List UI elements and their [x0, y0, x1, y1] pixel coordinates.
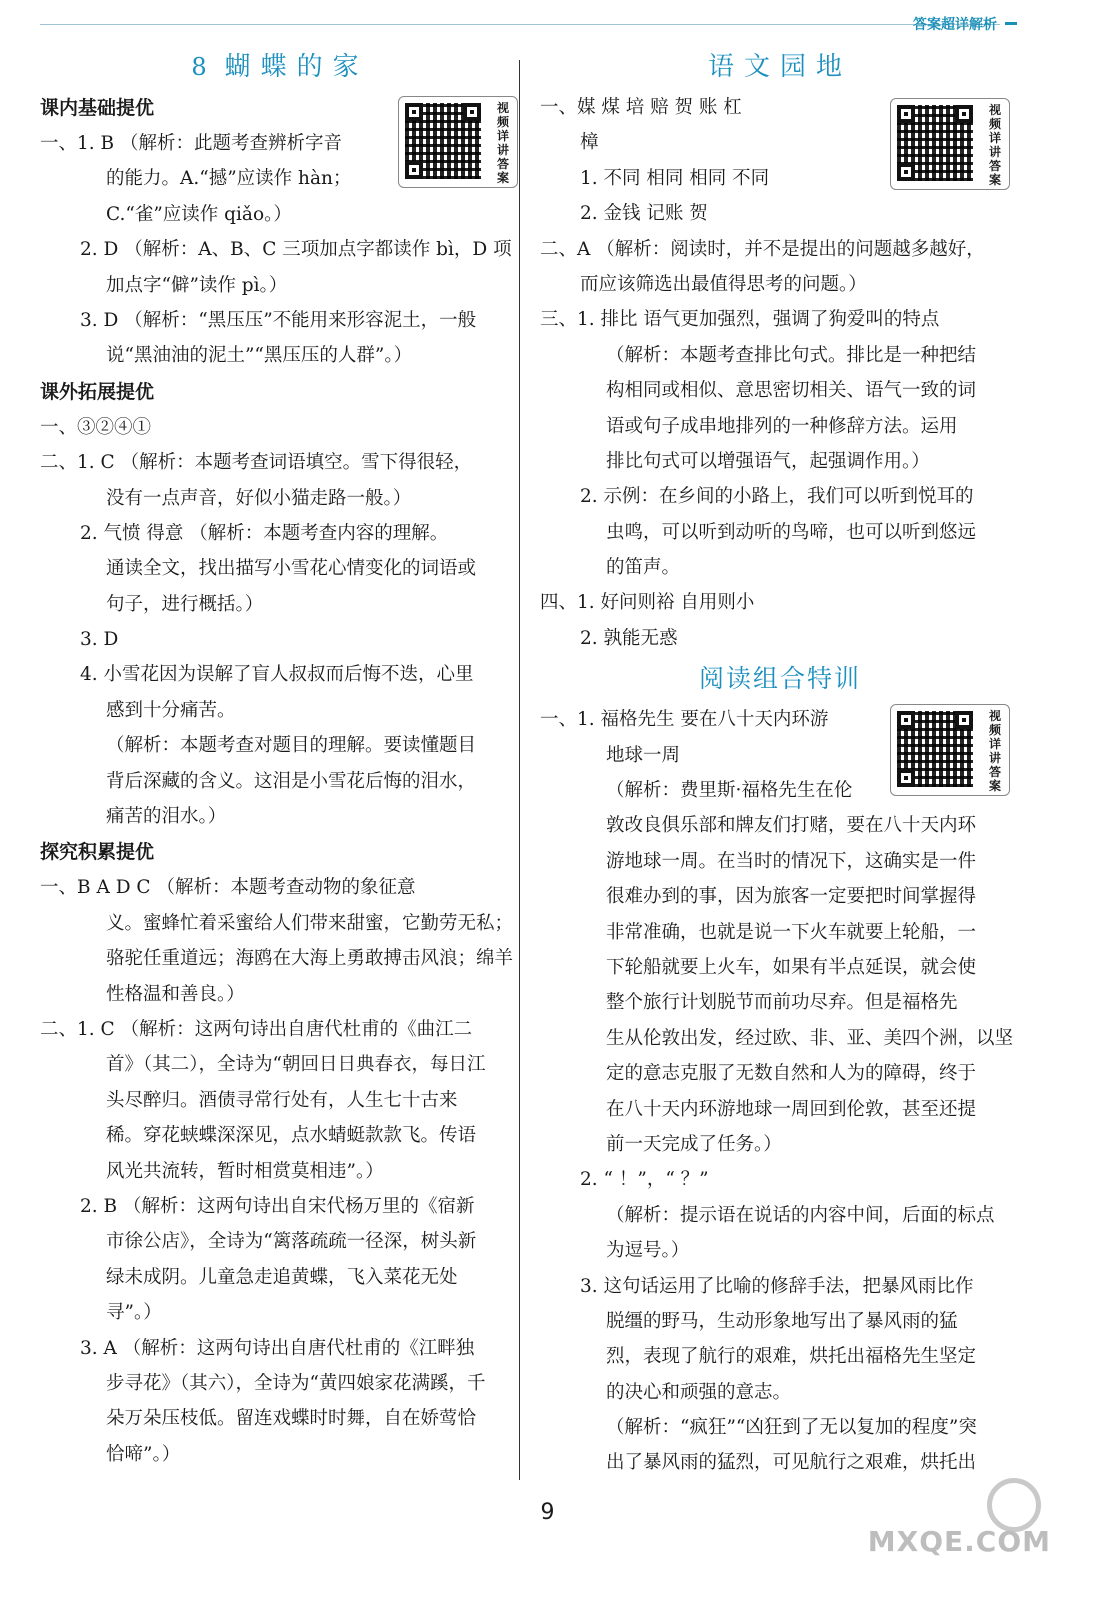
lesson-title-text: 蝴蝶的家: [224, 52, 369, 82]
answer-line: 2. B （解析：这两句诗出自宋代杨万里的《宿新: [80, 1195, 475, 1217]
lesson-title: [40, 44, 520, 90]
answer-line: 二、A （解析：阅读时，并不是提出的问题越多越好，: [540, 238, 985, 260]
qr-finder: [897, 105, 915, 123]
answer-line: 2. 孰能无惑: [580, 627, 678, 649]
answer-line: 2. 气愤 得意 （解析：本题考查内容的理解。: [80, 522, 449, 544]
section-heading: 探究积累提优: [40, 841, 155, 864]
answer-line: 地球一周: [606, 744, 681, 766]
answer-line: 而应该筛选出最值得思考的问题。）: [580, 273, 867, 295]
answer-line: 2. “ ！”，“ ？”: [580, 1169, 709, 1191]
answer-line: 排比句式可以增强语气，起强调作用。）: [606, 450, 930, 472]
answer-line: 二、1. C （解析：本题考查词语填空。雪下得很轻，: [40, 452, 473, 474]
section-heading: 课内基础提优: [40, 97, 155, 119]
answer-line: 3. D: [80, 629, 119, 651]
section-heading: 课外拓展提优: [40, 380, 155, 403]
answer-line: 在八十天内环游地球一周回到伦敦，甚至还提: [606, 1098, 977, 1120]
qr-finder: [405, 161, 423, 179]
answer-line: 3. A （解析：这两句诗出自唐代杜甫的《江畔独: [80, 1337, 475, 1359]
answer-line: 生从伦敦出发，经过欧、非、亚、美四个洲，以坚: [606, 1027, 1014, 1049]
answer-line: 说“黑油油的泥土”“黑压压的人群”。）: [106, 345, 413, 367]
answer-line: 一、媒 煤 培 赔 贺 账 杠: [540, 97, 742, 118]
answer-line: 市徐公店》，全诗为“篱落疏疏一径深，树头新: [106, 1231, 477, 1253]
answer-line: （解析：本题考查排比句式。排比是一种把结: [606, 344, 977, 366]
left-column: [40, 44, 520, 1472]
qr-finder: [955, 711, 973, 729]
answer-line: 烈，表现了航行的艰难，烘托出福格先生坚定: [606, 1346, 977, 1368]
answer-line: 的笛声。: [606, 557, 681, 579]
answer-line: 敦改良俱乐部和牌友们打赌，要在八十天内环: [606, 815, 977, 837]
answer-line: 构相同或相似、意思密切相关、语气一致的词: [606, 380, 977, 402]
answer-line: 四、1. 好问则裕 自用则小: [540, 592, 755, 614]
answer-line: 3. D （解析：“黑压压”不能用来形容泥土，一般: [80, 309, 477, 331]
answer-line: 通读全文，找出描写小雪花心情变化的词语或: [106, 558, 477, 580]
header-tag: 答案超详解析: [913, 17, 997, 33]
watermark-text: MXQE.COM: [867, 1525, 1051, 1558]
answer-line: 前一天完成了任务。）: [606, 1133, 782, 1155]
qr-code[interactable]: [398, 96, 518, 188]
answer-line: 虫鸣，可以听到动听的鸟啼，也可以听到悠远: [606, 521, 977, 543]
answer-line: 没有一点声音，好似小猫走路一般。）: [106, 487, 412, 509]
answer-line: 2. 示例：在乡间的小路上，我们可以听到悦耳的: [580, 486, 974, 508]
answer-line: 1. 不同 相同 相同 不同: [580, 167, 770, 189]
answer-line: 3. 这句话运用了比喻的修辞手法，把暴风雨比作: [580, 1275, 974, 1297]
qr-code[interactable]: [890, 704, 1010, 796]
answer-line: 下轮船就要上火车，如果有半点延误，就会使: [606, 956, 977, 978]
answer-line: 步寻花》（其六），全诗为“黄四娘家花满蹊，千: [106, 1372, 486, 1394]
answer-line: 非常准确，也就是说一下火车就要上轮船，一: [606, 921, 977, 943]
answer-line: 为逗号。）: [606, 1240, 690, 1262]
answer-line: （解析：提示语在说话的内容中间，后面的标点: [606, 1204, 995, 1226]
answer-line: 寻”。）: [106, 1302, 162, 1324]
answer-line: 一、1. B （解析：此题考查辨析字音: [40, 133, 343, 154]
answer-line: 一、③②④①: [40, 416, 152, 438]
qr-label: 视频详讲答案: [988, 103, 1001, 187]
answer-line: 语或句子成串地排列的一种修辞方法。运用: [606, 415, 958, 437]
answer-line: 稀。穿花蛱蝶深深见，点水蜻蜓款款飞。传语: [106, 1125, 477, 1147]
qr-finder: [955, 105, 973, 123]
qr-code[interactable]: [890, 98, 1010, 190]
answer-line: 定的意志克服了无数自然和人为的障碍，终于: [606, 1063, 977, 1085]
answer-line: 义。蜜蜂忙着采蜜给人们带来甜蜜，它勤劳无私；: [106, 912, 514, 934]
answer-line: （解析：费里斯·福格先生在伦: [606, 780, 853, 802]
answer-line: 游地球一周。在当时的情况下，这确实是一件: [606, 850, 977, 872]
answer-line: 很难办到的事，因为旅客一定要把时间掌握得: [606, 886, 977, 908]
page-number: 9: [540, 1500, 555, 1525]
qr-finder: [897, 711, 915, 729]
answer-line: 三、1. 排比 语气更加强烈，强调了狗爱叫的特点: [540, 309, 940, 331]
answer-line: 出了暴风雨的猛烈，可见航行之艰难，烘托出: [606, 1452, 977, 1474]
header-accent: [1005, 22, 1017, 25]
answer-line: 头尽醉归。酒债寻常行处有，人生七十古来: [106, 1089, 458, 1111]
answer-line: 性格温和善良。）: [106, 983, 245, 1005]
qr-finder: [897, 769, 915, 787]
watermark-logo-icon: [987, 1478, 1041, 1532]
qr-finder: [463, 103, 481, 121]
header-rule: [40, 24, 1000, 25]
answer-line: （解析：“疯狂”“凶狂到了无以复加的程度”突: [606, 1417, 977, 1439]
watermark: [867, 1476, 1051, 1566]
answer-line: 脱缰的野马，生动形象地写出了暴风雨的猛: [606, 1310, 958, 1332]
section-title-yuwen: 语文园地: [707, 52, 852, 82]
qr-label: 视频详讲答案: [988, 709, 1001, 793]
answer-line: 2. 金钱 记账 贺: [580, 203, 708, 225]
answer-line: 2. D （解析：A、B、C 三项加点字都读作 bì，D 项: [80, 239, 512, 261]
qr-label: 视频详讲答案: [496, 101, 509, 185]
answer-line: 痛苦的泪水。）: [106, 806, 227, 828]
section-title-reading: 阅读组合特训: [698, 664, 861, 694]
answer-line: （解析：本题考查对题目的理解。要读懂题目: [106, 735, 477, 757]
answer-line: 骆驼任重道远；海鸥在大海上勇敢搏击风浪；绵羊: [106, 948, 514, 970]
answer-line: 4. 小雪花因为误解了盲人叔叔而后悔不迭，心里: [80, 664, 474, 686]
answer-line: 恰啼”。）: [106, 1443, 181, 1465]
answer-line: 一、1. 福格先生 要在八十天内环游: [540, 709, 829, 731]
answer-line: 朵万朵压枝低。留连戏蝶时时舞，自在娇莺恰: [106, 1408, 477, 1430]
answer-line: 背后深藏的含义。这泪是小雪花后悔的泪水，: [106, 770, 477, 792]
answer-line: 的能力。A.“撼”应读作 hàn；: [106, 168, 352, 190]
answer-line: 二、1. C （解析：这两句诗出自唐代杜甫的《曲江二: [40, 1018, 473, 1040]
qr-finder: [405, 103, 423, 121]
answer-line: 加点字“僻”读作 pì。）: [106, 274, 288, 296]
answer-line: 的决心和顽强的意志。: [606, 1381, 792, 1403]
answer-line: 一、B A D C （解析：本题考查动物的象征意: [40, 877, 416, 899]
answer-line: 句子，进行概括。）: [106, 593, 264, 615]
lesson-number: 8: [191, 53, 207, 81]
answer-line: 樟: [580, 132, 599, 154]
answer-line: C.“雀”应读作 qiǎo。）: [106, 203, 292, 225]
answer-line: 感到十分痛苦。: [106, 699, 236, 721]
answer-line: 绿未成阴。儿童急走追黄蝶，飞入菜花无处: [106, 1266, 458, 1288]
answer-line: 整个旅行计划脱节而前功尽弃。但是福格先: [606, 992, 958, 1014]
qr-finder: [897, 163, 915, 181]
answer-line: 风光共流转，暂时相赏莫相违”。）: [106, 1160, 384, 1182]
answer-line: 首》（其二），全诗为“朝回日日典春衣，每日江: [106, 1054, 486, 1076]
